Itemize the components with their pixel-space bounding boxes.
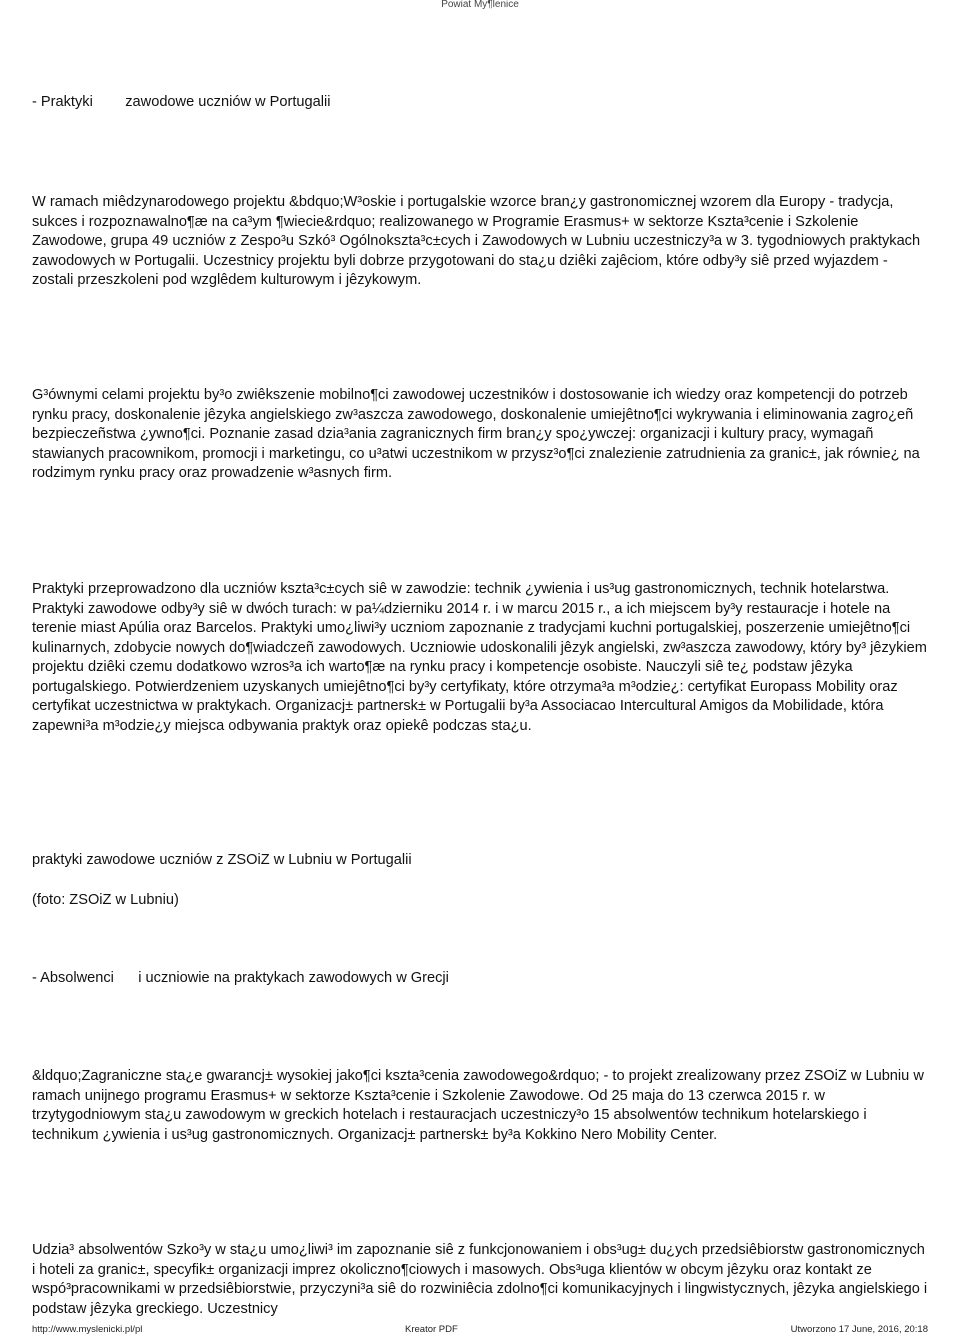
paragraph-project-goals: G³ównymi celami projektu by³o zwiêkszenie mobilno¶ci zawodowej uczestników i dostosowanie ich wiedzy oraz kompetencji do potrzeb rynku pracy, doskonalenie jêzyka angielskiego zw³aszcza zawodowego, doskonalenie umiejêtno¶ci wykrywania i eliminowania zagro¿eñ bezpieczeñstwa ¿ywno¶ci. Poznanie zasad dzia³ania zagranicznych firm bran¿y spo¿ywczej: organizacji i kultury pracy, wymagañ stawianych pracownikom, promocji i marketingu, co u³atwi uczestnikom w przysz³o¶ci znalezienie zatrudnienia za granic±, jak równie¿ na rodzimym rynku pracy oraz prowadzenie w³asnych firm.	[32, 387, 920, 481]
section-heading-portugal: - Praktyki zawodowe uczniów w Portugalii	[32, 94, 331, 110]
section-heading-greece: - Absolwenci i uczniowie na praktykach zawodowych w Grecji	[32, 970, 449, 986]
photo-credit: (foto: ZSOiZ w Lubniu)	[32, 892, 179, 908]
photo-caption: praktyki zawodowe uczniów z ZSOiZ w Lubniu w Portugalii	[32, 852, 412, 868]
footer-url-link[interactable]: http://www.myslenicki.pl/pl	[32, 1324, 143, 1335]
paragraph-practice-details: Praktyki przeprowadzono dla uczniów kszta³c±cych siê w zawodzie: technik ¿ywienia i us³ug gastronomicznych, technik hotelarstwa. Praktyki zawodowe odby³y siê w dwóch turach: w pa¼dzierniku 2014 r. i w marcu 2015 r., a ich miejscem by³y restauracje i hotele na terenie miast Apúlia oraz Barcelos. Praktyki umo¿liwi³y uczniom zapoznanie z tradycjami kuchni portugalskiej, poszerzenie umiejêtno¶ci kulinarnych, zdobycie nowych do¶wiadczeñ zawodowych. Uczniowie udoskonalili jêzyk angielski, zw³aszcza zawodowy, który by³ jêzykiem projektu dziêki czemu dodatkowo wzros³a ich warto¶æ na rynku pracy i kompetencje osobiste. Nauczyli siê te¿ podstaw jêzyka portugalskiego. Potwierdzeniem uzyskanych umiejêtno¶ci by³y certyfikaty, które otrzyma³a m³odzie¿: certyfikat Europass Mobility oraz certyfikat uczestnictwa w praktykach. Organizacj± partnersk± w Portugalii by³a Associacao Intercultural Amigos da Mobilidade, która zapewni³a m³odzie¿y miejsca odbywania praktyk oraz opiekê podczas sta¿u.	[32, 581, 927, 734]
footer-generator: Kreator PDF	[405, 1324, 458, 1335]
page-header	[0, 0, 960, 12]
paragraph-greece-outcomes: Udzia³ absolwentów Szko³y w sta¿u umo¿liwi³ im zapoznanie siê z funkcjonowaniem i obs³ug± du¿ych przedsiêbiorstw gastronomicznych i hoteli za granic±, specyfik± organizacji imprez okoliczno¶ciowych i masowych. Obs³uga klientów w obcym jêzyku oraz kontakt ze wspó³pracownikami w przedsiêbiorstwie, przyczyni³a siê do rozwiniêcia zdolno¶ci komunikacyjnych i lingwistycznych, jêzyka angielskiego i podstaw jêzyka greckiego. Uczestnicy	[32, 1242, 928, 1317]
header-title: Powiat My¶lenice	[441, 0, 519, 10]
page-footer	[32, 1323, 928, 1336]
paragraph-greece-project: &ldquo;Zagraniczne sta¿e gwarancj± wysokiej jako¶ci kszta³cenia zawodowego&rdquo; - to projekt zrealizowany przez ZSOiZ w Lubniu w ramach unijnego programu Erasmus+ w sektorze Kszta³cenie i Szkolenie Zawodowe. Od 25 maja do 13 czerwca 2015 r. w trzytygodniowym sta¿u zawodowym w greckich hotelach i restauracjach uczestniczy³o 15 absolwentów technikum hotelarskiego i technikum ¿ywienia i us³ug gastronomicznych. Organizacj± partnersk± by³a Kokkino Nero Mobility Center.	[32, 1068, 924, 1143]
paragraph-project-intro: W ramach miêdzynarodowego projektu &bdquo;W³oskie i portugalskie wzorce bran¿y gastronomicznej wzorem dla Europy - tradycja, sukces i rozpoznawalno¶æ na ca³ym ¶wiecie&rdquo; realizowanego w Programie Erasmus+ w sektorze Kszta³cenie i Szkolenie Zawodowe, grupa 49 uczniów z Zespo³u Szkó³ Ogólnokszta³c±cych i Zawodowych w Lubniu uczestniczy³a w 3. tygodniowych praktykach zawodowych w Portugalii. Uczestnicy projektu byli dobrze przygotowani do sta¿u dziêki zajêciom, które odby³y siê przed wyjazdem - zostali przeszkoleni pod wzglêdem kulturowym i jêzykowym.	[32, 194, 921, 288]
footer-created-date: Utworzono 17 June, 2016, 20:18	[790, 1324, 928, 1335]
